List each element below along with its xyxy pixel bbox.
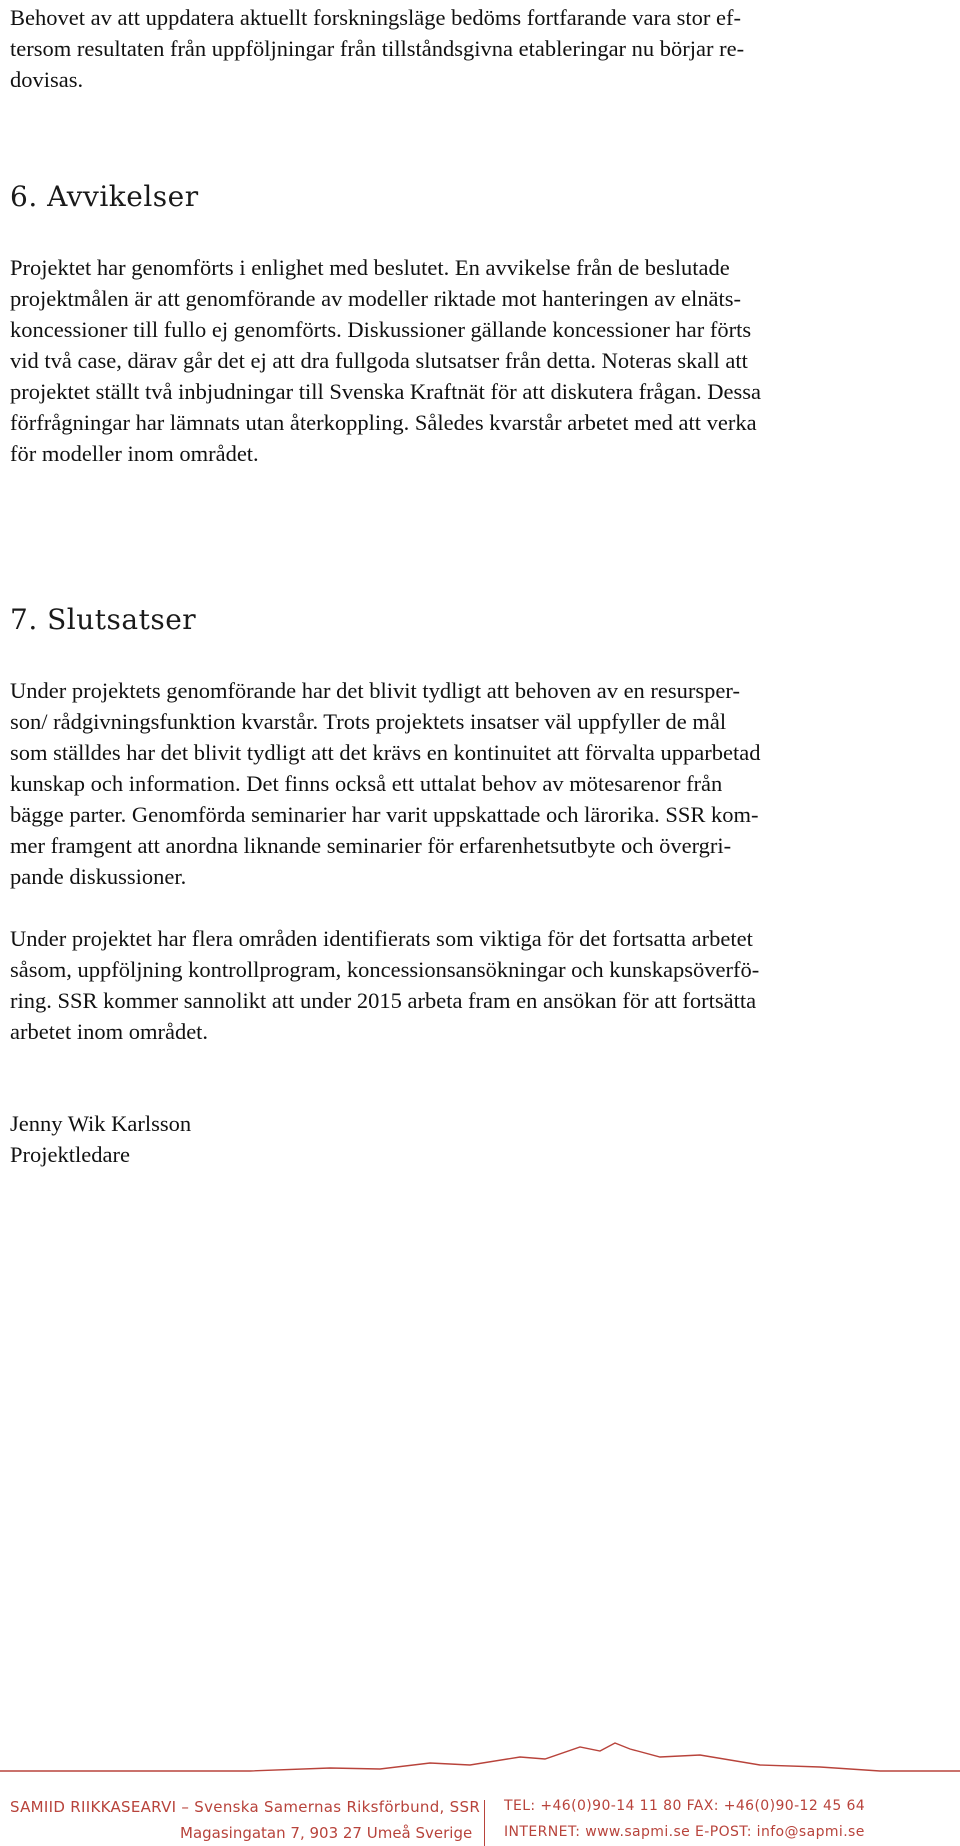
footer-phone-fax: TEL: +46(0)90-14 11 80 FAX: +46(0)90-12 45 64 <box>504 1798 866 1814</box>
text-line: Under projektet har flera områden identifierats som viktiga för det fortsatta arbetet <box>10 926 753 951</box>
signature-name: Jenny Wik Karlsson <box>10 1111 192 1136</box>
text-line: mer framgent att anordna liknande seminarier för erfarenhetsutbyte och övergri- <box>10 833 732 858</box>
text-line: vid två case, därav går det ej att dra fullgoda slutsatser från detta. Noteras skall att <box>10 348 748 373</box>
text-line: Under projektets genomförande har det blivit tydligt att behoven av en resursper- <box>10 678 740 703</box>
text-line: arbetet inom området. <box>10 1019 209 1044</box>
footer-address: Magasingatan 7, 903 27 Umeå Sverige <box>180 1824 473 1842</box>
text-line: bägge parter. Genomförda seminarier har varit uppskattade och lärorika. SSR kom- <box>10 802 759 827</box>
footer-divider <box>484 1800 485 1846</box>
section-6-heading: 6. Avvikelser <box>10 180 199 213</box>
text-line: projektet ställt två inbjudningar till Svenska Kraftnät för att diskutera frågan. Dessa <box>10 379 762 404</box>
footer-organization: SAMIID RIIKKASEARVI – Svenska Samernas Riksförbund, SSR <box>10 1798 481 1816</box>
section-7-paragraph-2 <box>10 923 950 1047</box>
text-line: förfrågningar har lämnats utan återkoppling. Således kvarstår arbetet med att verka <box>10 410 757 435</box>
footer-web-email: INTERNET: www.sapmi.se E-POST: info@sapmi.se <box>504 1824 865 1840</box>
text-line: pande diskussioner. <box>10 864 187 889</box>
text-line: projektmålen är att genomförande av modeller riktade mot hanteringen av elnäts- <box>10 286 741 311</box>
text-line: koncessioner till fullo ej genomförts. Diskussioner gällande koncessioner har förts <box>10 317 752 342</box>
signature-title: Projektledare <box>10 1142 130 1167</box>
text-line: tersom resultaten från uppföljningar från tillståndsgivna etableringar nu börjar re- <box>10 36 745 61</box>
text-line: dovisas. <box>10 67 84 92</box>
text-line: ring. SSR kommer sannolikt att under 2015 arbeta fram en ansökan för att fortsätta <box>10 988 757 1013</box>
signature-block <box>10 1108 950 1170</box>
text-line: Projektet har genomförts i enlighet med beslutet. En avvikelse från de beslutade <box>10 255 730 280</box>
section-7-heading: 7. Slutsatser <box>10 603 197 636</box>
text-line: för modeller inom området. <box>10 441 259 466</box>
text-line: Behovet av att uppdatera aktuellt forskningsläge bedöms fortfarande vara stor ef- <box>10 5 741 30</box>
text-line: kunskap och information. Det finns också ett uttalat behov av mötesarenor från <box>10 771 723 796</box>
section-7-paragraph-1 <box>10 675 950 892</box>
footer-mountain-line <box>0 1735 960 1775</box>
intro-paragraph <box>10 2 950 95</box>
text-line: som ställdes har det blivit tydligt att det krävs en kontinuitet att förvalta upparbetad <box>10 740 761 765</box>
text-line: såsom, uppföljning kontrollprogram, koncessionsansökningar och kunskapsöverfö- <box>10 957 760 982</box>
text-line: son/ rådgivningsfunktion kvarstår. Trots projektets insatser väl uppfyller de mål <box>10 709 727 734</box>
section-6-paragraph <box>10 252 950 469</box>
